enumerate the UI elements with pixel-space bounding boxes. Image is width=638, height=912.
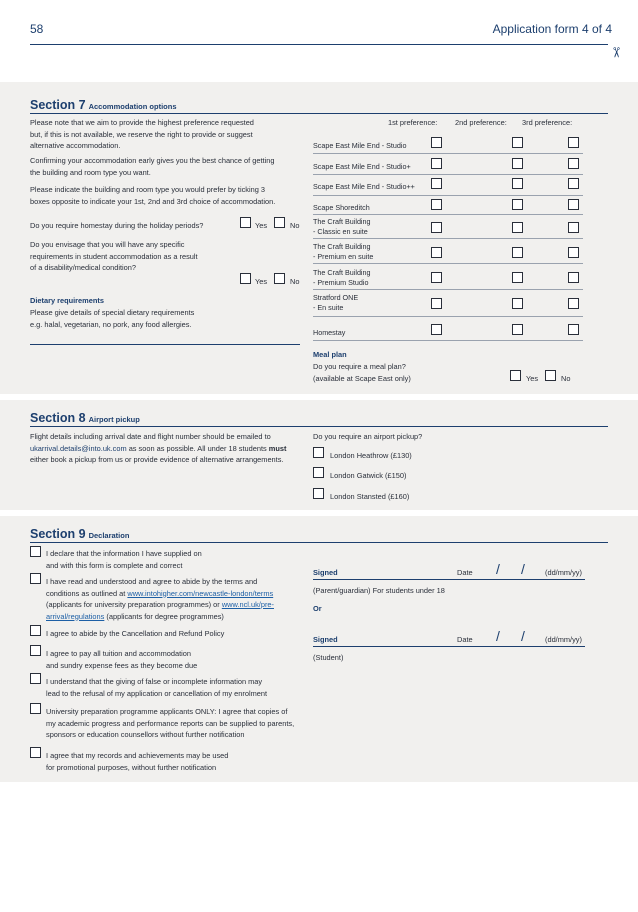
declare-false-info-checkbox[interactable] (30, 673, 41, 684)
parent-date-slash-1: / (496, 561, 500, 577)
parent-signature-line[interactable] (313, 579, 585, 580)
specific-yes-checkbox[interactable] (240, 273, 251, 284)
arrival-email-link[interactable]: ukarrival.details@into.uk.com (30, 443, 127, 453)
option-3-pref3-checkbox[interactable] (568, 178, 579, 189)
declare-reports-checkbox[interactable] (30, 703, 41, 714)
option-row-divider (313, 214, 583, 215)
option-7-pref1-checkbox[interactable] (431, 272, 442, 283)
option-row-divider (313, 238, 583, 239)
section7-rule (30, 113, 608, 114)
specific-no-checkbox[interactable] (274, 273, 285, 284)
declare-promo-text: I agree that my records and achievements may be used for promotional purposes, without further notification (46, 751, 229, 772)
option-1-pref3-checkbox[interactable] (568, 137, 579, 148)
option-row-label: Stratford ONE - En suite (313, 293, 359, 312)
option-4-pref1-checkbox[interactable] (431, 199, 442, 210)
option-row-label: The Craft Building - Premium en suite (313, 242, 374, 261)
option-9-pref1-checkbox[interactable] (431, 324, 442, 335)
section8-number: Section 8 (30, 411, 86, 425)
section7-name: Accommodation options (88, 102, 177, 111)
option-8-pref3-checkbox[interactable] (568, 298, 579, 309)
option-9-pref3-checkbox[interactable] (568, 324, 579, 335)
homestay-yes-checkbox[interactable] (240, 217, 251, 228)
meal-yes-checkbox[interactable] (510, 370, 521, 381)
option-5-pref1-checkbox[interactable] (431, 222, 442, 233)
option-8-pref2-checkbox[interactable] (512, 298, 523, 309)
option-row-divider (313, 195, 583, 196)
section7-intro: Please note that we aim to provide the highest preference requested but, if this is not available, we reserve the right to provide or suggest alternative accommodation. (30, 118, 254, 150)
parent-date-label: Date (457, 568, 473, 577)
parent-signed-label: Signed (313, 568, 338, 577)
homestay-no-checkbox[interactable] (274, 217, 285, 228)
declare-refund-text: I agree to abide by the Cancellation and Refund Policy (46, 629, 225, 638)
option-row-divider (313, 153, 583, 154)
homestay-question: Do you require homestay during the holiday periods? (30, 221, 204, 230)
student-note: (Student) (313, 653, 344, 662)
meal-yes-label: Yes (526, 374, 539, 383)
heathrow-checkbox[interactable] (313, 447, 324, 458)
meal-plan-question: Do you require a meal plan? (available at Scape East only) (313, 362, 411, 383)
option-row-divider (313, 289, 583, 290)
section9-rule (30, 542, 608, 543)
section9-number: Section 9 (30, 527, 86, 541)
section9-title (30, 527, 129, 541)
stansted-checkbox[interactable] (313, 488, 324, 499)
heathrow-label: London Heathrow (£130) (330, 451, 412, 460)
option-5-pref2-checkbox[interactable] (512, 222, 523, 233)
parent-note: (Parent/guardian) For students under 18 (313, 586, 445, 595)
declare-fees-text: I agree to pay all tuition and accommodation and sundry expense fees as they become due (46, 649, 198, 670)
option-row-label: The Craft Building - Classic en suite (313, 217, 371, 236)
parent-date-format: (dd/mm/yy) (545, 568, 582, 577)
student-date-format: (dd/mm/yy) (545, 635, 582, 644)
option-6-pref1-checkbox[interactable] (431, 247, 442, 258)
declare-promo-checkbox[interactable] (30, 747, 41, 758)
student-signed-label: Signed (313, 635, 338, 644)
homestay-no-label: No (290, 221, 300, 230)
meal-no-checkbox[interactable] (545, 370, 556, 381)
option-7-pref3-checkbox[interactable] (568, 272, 579, 283)
dietary-text: Please give details of special dietary requirements e.g. halal, vegetarian, no pork, any food allergies. (30, 308, 195, 329)
section8-rule (30, 426, 608, 427)
page-header-title: Application form 4 of 4 (492, 22, 612, 36)
option-2-pref2-checkbox[interactable] (512, 158, 523, 169)
declare-terms-text: I have read and understood and agree to abide by the terms and conditions as outlined at www.intohigher.com/newcastle-london/terms (applicants for university preparation programmes) or www.ncl.uk/pre- arrival/regulations (applicants for degree programmes) (46, 577, 274, 621)
option-1-pref1-checkbox[interactable] (431, 137, 442, 148)
declare-terms-checkbox[interactable] (30, 573, 41, 584)
dietary-title: Dietary requirements (30, 296, 104, 305)
section8-name: Airport pickup (88, 415, 140, 424)
option-row-label: Homestay (313, 328, 346, 337)
option-row-divider (313, 340, 583, 341)
specific-requirements-question: Do you envisage that you will have any specific requirements in student accommodation as a result of a disability/medical condition? (30, 240, 198, 272)
option-3-pref2-checkbox[interactable] (512, 178, 523, 189)
option-6-pref2-checkbox[interactable] (512, 247, 523, 258)
pref-header-2: 2nd preference: (455, 118, 507, 127)
section9-name: Declaration (88, 531, 130, 540)
option-7-pref2-checkbox[interactable] (512, 272, 523, 283)
declare-correct-checkbox[interactable] (30, 546, 41, 557)
declare-refund-checkbox[interactable] (30, 625, 41, 636)
meal-plan-title: Meal plan (313, 350, 347, 359)
option-1-pref2-checkbox[interactable] (512, 137, 523, 148)
section8-title (30, 411, 140, 425)
meal-no-label: No (561, 374, 571, 383)
option-row-label: Scape East Mile End - Studio+ (313, 162, 411, 171)
option-6-pref3-checkbox[interactable] (568, 247, 579, 258)
option-row-label: Scape East Mile End - Studio (313, 141, 407, 150)
regulations-link-part2[interactable]: arrival/regulations (46, 611, 105, 621)
student-date-label: Date (457, 635, 473, 644)
section7-number: Section 7 (30, 98, 86, 112)
scissors-icon: ✂ (608, 46, 625, 59)
option-3-pref1-checkbox[interactable] (431, 178, 442, 189)
declare-fees-checkbox[interactable] (30, 645, 41, 656)
section7-indicate: Please indicate the building and room type you would prefer by ticking 3 boxes opposite to indicate your 1st, 2nd and 3rd choice of accommodation. (30, 185, 276, 206)
student-signature-line[interactable] (313, 646, 585, 647)
section7-title (30, 98, 177, 112)
student-date-slash-2: / (521, 628, 525, 644)
option-5-pref3-checkbox[interactable] (568, 222, 579, 233)
pickup-question: Do you require an airport pickup? (313, 432, 423, 441)
option-row-divider (313, 316, 583, 317)
option-row-divider (313, 174, 583, 175)
gatwick-label: London Gatwick (£150) (330, 471, 407, 480)
specific-yes-label: Yes (255, 277, 268, 286)
gatwick-checkbox[interactable] (313, 467, 324, 478)
stansted-label: London Stansted (£160) (330, 492, 410, 501)
option-row-label: Scape Shoreditch (313, 203, 370, 212)
option-4-pref2-checkbox[interactable] (512, 199, 523, 210)
page-number: 58 (30, 22, 44, 36)
header-rule (30, 44, 608, 45)
option-2-pref3-checkbox[interactable] (568, 158, 579, 169)
option-4-pref3-checkbox[interactable] (568, 199, 579, 210)
parent-date-slash-2: / (521, 561, 525, 577)
option-row-label: Scape East Mile End - Studio++ (313, 182, 415, 191)
pref-header-3: 3rd preference: (522, 118, 573, 127)
declare-correct-text: I declare that the information I have supplied on and with this form is complete and correct (46, 549, 202, 570)
or-label: Or (313, 604, 322, 613)
option-2-pref1-checkbox[interactable] (431, 158, 442, 169)
dietary-input-line[interactable] (30, 344, 300, 345)
regulations-link-part1[interactable]: www.ncl.uk/pre- (221, 600, 274, 609)
section8-instructions: Flight details including arrival date and flight number should be emailed to ukarrival.details@into.uk.com as soon as possible. All under 18 students must either book a pickup from us or provide evidence of alternative arrangements. (30, 432, 287, 464)
student-date-slash-1: / (496, 628, 500, 644)
declare-reports-text: University preparation programme applicants ONLY: I agree that copies of my academic progress and performance reports can be supplied to parents, sponsors or education counsellors without further notification (46, 707, 295, 739)
option-9-pref2-checkbox[interactable] (512, 324, 523, 335)
pref-header-1: 1st preference: (388, 118, 438, 127)
section7-confirm: Confirming your accommodation early gives you the best chance of getting the building and room type you want. (30, 156, 275, 177)
terms-link[interactable]: www.intohigher.com/newcastle-london/terms (127, 588, 274, 598)
option-8-pref1-checkbox[interactable] (431, 298, 442, 309)
option-row-label: The Craft Building - Premium Studio (313, 268, 371, 287)
specific-no-label: No (290, 277, 300, 286)
option-row-divider (313, 263, 583, 264)
homestay-yes-label: Yes (255, 221, 268, 230)
declare-false-info-text: I understand that the giving of false or incomplete information may lead to the refusal of my application or cancellation of my enrolment (46, 677, 268, 698)
